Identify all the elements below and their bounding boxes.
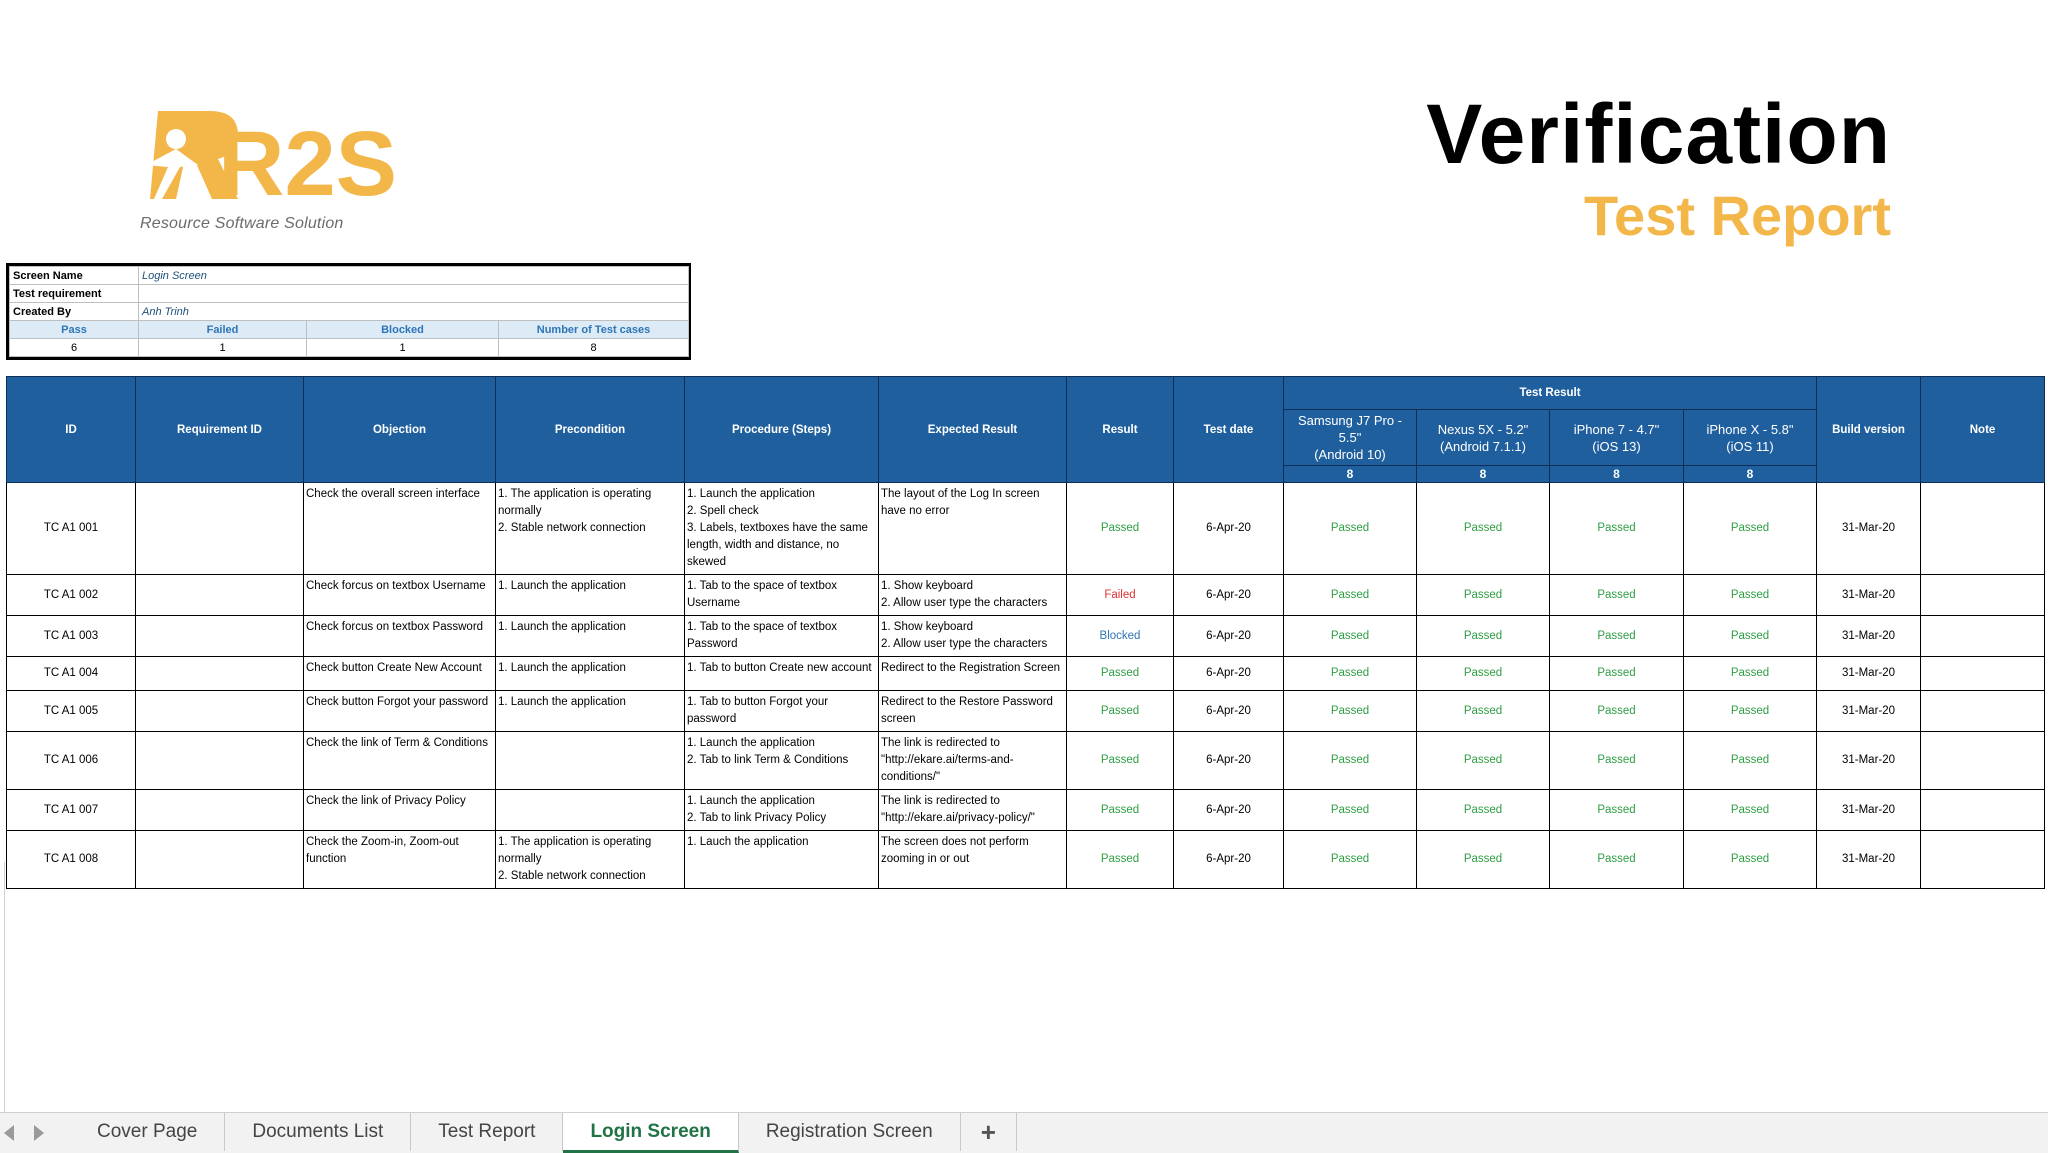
cell-result[interactable]: Passed bbox=[1067, 691, 1174, 732]
header-procedure[interactable]: Procedure (Steps) bbox=[685, 377, 879, 483]
device-name: iPhone X - 5.8" bbox=[1706, 421, 1794, 437]
summary-count-failed[interactable]: 1 bbox=[139, 339, 307, 357]
test-case-table bbox=[6, 376, 2044, 889]
cell-device-result[interactable]: Passed bbox=[1684, 691, 1817, 732]
cell-note[interactable] bbox=[1921, 691, 2045, 732]
cell-note[interactable] bbox=[1921, 732, 2045, 790]
sheet-tabs bbox=[70, 1113, 1017, 1153]
cell-device-result[interactable]: Passed bbox=[1284, 732, 1417, 790]
cell-requirement-id[interactable] bbox=[136, 657, 304, 691]
device-os: (Android 10) bbox=[1314, 447, 1386, 462]
tab-scroll-right-icon[interactable] bbox=[34, 1125, 44, 1141]
cell-requirement-id[interactable] bbox=[136, 790, 304, 831]
table-row bbox=[7, 691, 2045, 732]
tab-scroll-left-icon[interactable] bbox=[4, 1125, 14, 1141]
summary-row bbox=[10, 303, 689, 321]
device-name: Nexus 5X - 5.2" bbox=[1437, 421, 1529, 437]
summary-label[interactable]: Test requirement bbox=[10, 285, 139, 303]
cell-requirement-id[interactable] bbox=[136, 691, 304, 732]
cell-device-result[interactable]: Passed bbox=[1417, 790, 1550, 831]
summary-count-row bbox=[10, 339, 689, 357]
cell-requirement-id[interactable] bbox=[136, 483, 304, 575]
cell-procedure[interactable]: 1. Tab to the space of textbox Password bbox=[685, 616, 879, 657]
header-objection[interactable]: Objection bbox=[304, 377, 496, 483]
cell-precondition[interactable] bbox=[496, 790, 685, 831]
sheet-tab-bar bbox=[0, 1112, 2048, 1153]
cell-test-date[interactable]: 6-Apr-20 bbox=[1174, 575, 1284, 616]
cell-requirement-id[interactable] bbox=[136, 831, 304, 889]
summary-count-blocked[interactable]: 1 bbox=[307, 339, 499, 357]
test-case-body bbox=[7, 483, 2045, 889]
header-note[interactable]: Note bbox=[1921, 377, 2045, 483]
cell-expected-result[interactable]: The link is redirected to "http://ekare.ai/privacy-policy/" bbox=[879, 790, 1067, 831]
header-requirement-id[interactable]: Requirement ID bbox=[136, 377, 304, 483]
header-row bbox=[7, 377, 2045, 410]
cell-procedure[interactable]: 1. Tab to button Create new account bbox=[685, 657, 879, 691]
report-subtitle: Test Report bbox=[1584, 184, 1891, 247]
cell-objection[interactable]: Check forcus on textbox Password bbox=[304, 616, 496, 657]
cell-device-result[interactable]: Passed bbox=[1417, 831, 1550, 889]
cell-build-version[interactable]: 31-Mar-20 bbox=[1817, 483, 1921, 575]
cell-device-result[interactable]: Passed bbox=[1417, 616, 1550, 657]
summary-label[interactable]: Screen Name bbox=[10, 267, 139, 285]
cell-objection[interactable]: Check button Forgot your password bbox=[304, 691, 496, 732]
cell-device-result[interactable]: Passed bbox=[1417, 691, 1550, 732]
device-os: (iOS 11) bbox=[1726, 438, 1774, 454]
cell-build-version[interactable]: 31-Mar-20 bbox=[1817, 616, 1921, 657]
summary-count-pass[interactable]: 6 bbox=[10, 339, 139, 357]
device-header-iphone7[interactable] bbox=[1550, 410, 1684, 466]
tab-test-report[interactable]: Test Report bbox=[411, 1113, 563, 1151]
summary-value[interactable] bbox=[139, 285, 689, 303]
logo-lettering: R2S bbox=[218, 113, 397, 215]
summary-header-failed[interactable]: Failed bbox=[139, 321, 307, 339]
cell-build-version[interactable]: 31-Mar-20 bbox=[1817, 657, 1921, 691]
cell-precondition[interactable]: 1. Launch the application bbox=[496, 616, 685, 657]
cell-procedure[interactable]: 1. Tab to the space of textbox Username bbox=[685, 575, 879, 616]
cell-test-date[interactable]: 6-Apr-20 bbox=[1174, 790, 1284, 831]
cell-precondition[interactable]: 1. Launch the application bbox=[496, 657, 685, 691]
sheet-gridline bbox=[4, 862, 5, 1112]
cell-requirement-id[interactable] bbox=[136, 575, 304, 616]
cell-expected-result[interactable]: The link is redirected to "http://ekare.ai/terms-and-conditions/" bbox=[879, 732, 1067, 790]
add-sheet-button[interactable]: + bbox=[961, 1113, 1017, 1151]
cell-id[interactable]: TC A1 005 bbox=[7, 691, 136, 732]
cell-test-date[interactable]: 6-Apr-20 bbox=[1174, 657, 1284, 691]
r2s-logo bbox=[140, 105, 397, 235]
header-test-result[interactable]: Test Result bbox=[1284, 377, 1817, 410]
tab-documents-list[interactable]: Documents List bbox=[225, 1113, 411, 1151]
cell-result[interactable]: Passed bbox=[1067, 732, 1174, 790]
cell-device-result[interactable]: Passed bbox=[1284, 790, 1417, 831]
cell-result[interactable]: Passed bbox=[1067, 483, 1174, 575]
cell-procedure[interactable]: 1. Lauch the application bbox=[685, 831, 879, 889]
table-row bbox=[7, 831, 2045, 889]
cell-objection[interactable]: Check the overall screen interface bbox=[304, 483, 496, 575]
cell-precondition[interactable]: 1. The application is operating normally 2. Stable network connection bbox=[496, 831, 685, 889]
cell-device-result[interactable]: Passed bbox=[1684, 732, 1817, 790]
cell-device-result[interactable]: Passed bbox=[1550, 483, 1684, 575]
device-name: iPhone 7 - 4.7" bbox=[1573, 421, 1660, 437]
logo-tagline: Resource Software Solution bbox=[140, 215, 344, 232]
cell-id[interactable]: TC A1 001 bbox=[7, 483, 136, 575]
device-os: (Android 7.1.1) bbox=[1440, 438, 1526, 454]
header-result[interactable]: Result bbox=[1067, 377, 1174, 483]
cell-note[interactable] bbox=[1921, 575, 2045, 616]
cell-note[interactable] bbox=[1921, 790, 2045, 831]
cell-device-result[interactable]: Passed bbox=[1550, 691, 1684, 732]
cell-procedure[interactable]: 1. Launch the application 2. Tab to link Privacy Policy bbox=[685, 790, 879, 831]
cell-device-result[interactable]: Passed bbox=[1284, 691, 1417, 732]
cell-id[interactable]: TC A1 002 bbox=[7, 575, 136, 616]
table-row bbox=[7, 732, 2045, 790]
cell-build-version[interactable]: 31-Mar-20 bbox=[1817, 575, 1921, 616]
device-count[interactable]: 8 bbox=[1684, 466, 1817, 483]
device-header-samsung[interactable] bbox=[1284, 410, 1417, 466]
cell-procedure[interactable]: 1. Launch the application 2. Tab to link Term & Conditions bbox=[685, 732, 879, 790]
cell-device-result[interactable]: Passed bbox=[1284, 831, 1417, 889]
cell-result[interactable]: Passed bbox=[1067, 790, 1174, 831]
cell-id[interactable]: TC A1 006 bbox=[7, 732, 136, 790]
cell-objection[interactable]: Check the link of Term & Conditions bbox=[304, 732, 496, 790]
cell-device-result[interactable]: Passed bbox=[1684, 616, 1817, 657]
cell-id[interactable]: TC A1 004 bbox=[7, 657, 136, 691]
cell-build-version[interactable]: 31-Mar-20 bbox=[1817, 790, 1921, 831]
cell-device-result[interactable]: Passed bbox=[1417, 732, 1550, 790]
logo-mark-icon bbox=[140, 105, 397, 215]
report-title: Verification bbox=[1426, 87, 1891, 181]
cell-requirement-id[interactable] bbox=[136, 616, 304, 657]
cell-result[interactable]: Passed bbox=[1067, 657, 1174, 691]
cell-device-result[interactable]: Passed bbox=[1550, 575, 1684, 616]
cell-result[interactable]: Failed bbox=[1067, 575, 1174, 616]
cell-result[interactable]: Blocked bbox=[1067, 616, 1174, 657]
cell-device-result[interactable]: Passed bbox=[1284, 657, 1417, 691]
cell-objection[interactable]: Check the Zoom-in, Zoom-out function bbox=[304, 831, 496, 889]
cell-device-result[interactable]: Passed bbox=[1550, 616, 1684, 657]
table-row bbox=[7, 790, 2045, 831]
cell-device-result[interactable]: Passed bbox=[1684, 657, 1817, 691]
cell-build-version[interactable]: 31-Mar-20 bbox=[1817, 691, 1921, 732]
cell-device-result[interactable]: Passed bbox=[1284, 575, 1417, 616]
device-count[interactable]: 8 bbox=[1417, 466, 1550, 483]
cell-procedure[interactable]: 1. Launch the application 2. Spell check 3. Labels, textboxes have the same length, width and distance, no skewed bbox=[685, 483, 879, 575]
cell-expected-result[interactable]: Redirect to the Restore Password screen bbox=[879, 691, 1067, 732]
device-name: Samsung J7 Pro - 5.5" bbox=[1297, 413, 1403, 445]
cell-test-date[interactable]: 6-Apr-20 bbox=[1174, 616, 1284, 657]
cell-device-result[interactable]: Passed bbox=[1684, 575, 1817, 616]
cell-device-result[interactable]: Passed bbox=[1550, 732, 1684, 790]
cell-note[interactable] bbox=[1921, 483, 2045, 575]
cell-device-result[interactable]: Passed bbox=[1550, 831, 1684, 889]
cell-device-result[interactable]: Passed bbox=[1284, 483, 1417, 575]
cell-test-date[interactable]: 6-Apr-20 bbox=[1174, 831, 1284, 889]
cell-build-version[interactable]: 31-Mar-20 bbox=[1817, 831, 1921, 889]
device-count[interactable]: 8 bbox=[1284, 466, 1417, 483]
cell-precondition[interactable]: 1. Launch the application bbox=[496, 575, 685, 616]
summary-header-row bbox=[10, 321, 689, 339]
summary-value[interactable]: Anh Trinh bbox=[139, 303, 689, 321]
summary-value[interactable]: Login Screen bbox=[139, 267, 689, 285]
cell-objection[interactable]: Check forcus on textbox Username bbox=[304, 575, 496, 616]
cell-precondition[interactable] bbox=[496, 732, 685, 790]
summary-header-blocked[interactable]: Blocked bbox=[307, 321, 499, 339]
tab-registration-screen[interactable]: Registration Screen bbox=[739, 1113, 961, 1151]
cell-test-date[interactable]: 6-Apr-20 bbox=[1174, 691, 1284, 732]
device-header-iphonex[interactable] bbox=[1684, 410, 1817, 466]
cell-expected-result[interactable]: 1. Show keyboard 2. Allow user type the characters bbox=[879, 616, 1067, 657]
header-id[interactable]: ID bbox=[7, 377, 136, 483]
cell-test-date[interactable]: 6-Apr-20 bbox=[1174, 732, 1284, 790]
cell-result[interactable]: Passed bbox=[1067, 831, 1174, 889]
header-build-version[interactable]: Build version bbox=[1817, 377, 1921, 483]
cell-precondition[interactable]: 1. The application is operating normally 2. Stable network connection bbox=[496, 483, 685, 575]
cell-device-result[interactable]: Passed bbox=[1417, 575, 1550, 616]
cell-device-result[interactable]: Passed bbox=[1684, 831, 1817, 889]
summary-header-pass[interactable]: Pass bbox=[10, 321, 139, 339]
tab-cover-page[interactable]: Cover Page bbox=[70, 1113, 225, 1151]
summary-count-total[interactable]: 8 bbox=[499, 339, 689, 357]
header-expected-result[interactable]: Expected Result bbox=[879, 377, 1067, 483]
cell-device-result[interactable]: Passed bbox=[1550, 657, 1684, 691]
cell-test-date[interactable]: 6-Apr-20 bbox=[1174, 483, 1284, 575]
cell-expected-result[interactable]: Redirect to the Registration Screen bbox=[879, 657, 1067, 691]
header-test-date[interactable]: Test date bbox=[1174, 377, 1284, 483]
summary-label[interactable]: Created By bbox=[10, 303, 139, 321]
cell-precondition[interactable]: 1. Launch the application bbox=[496, 691, 685, 732]
table-row bbox=[7, 483, 2045, 575]
summary-box bbox=[6, 263, 691, 360]
cell-requirement-id[interactable] bbox=[136, 732, 304, 790]
cell-device-result[interactable]: Passed bbox=[1684, 483, 1817, 575]
cell-id[interactable]: TC A1 003 bbox=[7, 616, 136, 657]
summary-header-total[interactable]: Number of Test cases bbox=[499, 321, 689, 339]
tab-login-screen[interactable]: Login Screen bbox=[563, 1113, 738, 1153]
device-os: (iOS 13) bbox=[1592, 438, 1641, 454]
cell-note[interactable] bbox=[1921, 616, 2045, 657]
cell-id[interactable]: TC A1 008 bbox=[7, 831, 136, 889]
table-row bbox=[7, 616, 2045, 657]
cell-note[interactable] bbox=[1921, 831, 2045, 889]
device-count[interactable]: 8 bbox=[1550, 466, 1684, 483]
cell-expected-result[interactable]: The screen does not perform zooming in or out bbox=[879, 831, 1067, 889]
cell-build-version[interactable]: 31-Mar-20 bbox=[1817, 732, 1921, 790]
cell-device-result[interactable]: Passed bbox=[1417, 483, 1550, 575]
cell-procedure[interactable]: 1. Tab to button Forgot your password bbox=[685, 691, 879, 732]
cell-device-result[interactable]: Passed bbox=[1550, 790, 1684, 831]
table-row bbox=[7, 657, 2045, 691]
table-row bbox=[7, 575, 2045, 616]
cell-objection[interactable]: Check button Create New Account bbox=[304, 657, 496, 691]
cell-objection[interactable]: Check the link of Privacy Policy bbox=[304, 790, 496, 831]
cell-device-result[interactable]: Passed bbox=[1284, 616, 1417, 657]
summary-row bbox=[10, 267, 689, 285]
cell-expected-result[interactable]: 1. Show keyboard 2. Allow user type the characters bbox=[879, 575, 1067, 616]
summary-row bbox=[10, 285, 689, 303]
cell-expected-result[interactable]: The layout of the Log In screen have no error bbox=[879, 483, 1067, 575]
header-precondition[interactable]: Precondition bbox=[496, 377, 685, 483]
device-header-nexus[interactable] bbox=[1417, 410, 1550, 466]
cell-id[interactable]: TC A1 007 bbox=[7, 790, 136, 831]
cell-device-result[interactable]: Passed bbox=[1684, 790, 1817, 831]
cell-note[interactable] bbox=[1921, 657, 2045, 691]
cell-device-result[interactable]: Passed bbox=[1417, 657, 1550, 691]
